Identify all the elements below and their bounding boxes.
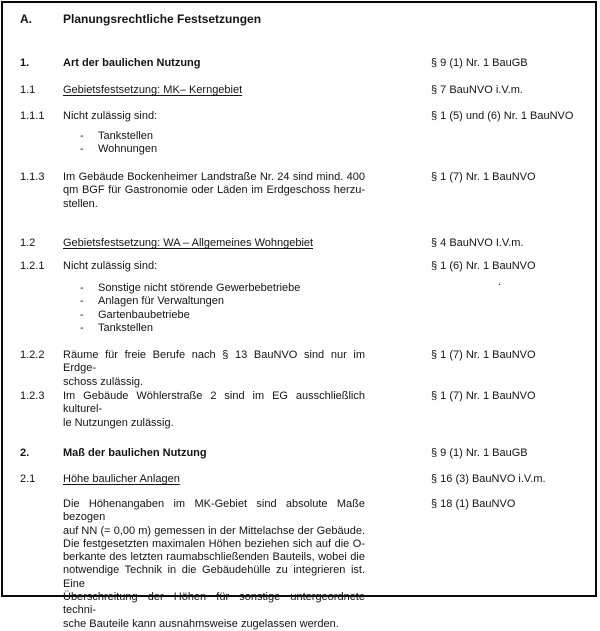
paragraph-line: Im Gebäude Wöhlerstraße 2 sind im EG ausschließlich kulturel-	[63, 390, 365, 416]
paragraph-line: qm BGF für Gastronomie oder Läden im Erdgeschoss herzu-	[63, 184, 365, 197]
row-2-legal-ref: § 9 (1) Nr. 1 BauGB	[431, 447, 528, 459]
paragraph-line: auf NN (= 0,00 m) gemessen in der Mittelachse der Gebäude.	[63, 524, 365, 537]
paragraph-line: berkante des letzten raumabschließenden Bauteils, wobei die	[63, 551, 365, 564]
dash-marker: -	[80, 130, 84, 142]
row-1-2-1-number: 1.2.1	[20, 260, 45, 272]
row-1-legal-ref: § 9 (1) Nr. 1 BauGB	[431, 57, 528, 69]
list-item	[3, 130, 305, 143]
list-item-label: Gartenbaubetriebe	[98, 308, 190, 321]
list-item-label: Tankstellen	[98, 321, 154, 334]
list-item	[3, 143, 305, 156]
paragraph-line: Die Höhenangaben im MK-Gebiet sind absolute Maße bezogen	[63, 498, 365, 524]
list-item-label: Tankstellen	[98, 130, 154, 142]
list-item-label: Sonstige nicht störende Gewerbebetriebe	[98, 282, 301, 294]
paragraph-line: Im Gebäude Bockenheimer Landstraße Nr. 24 sind mind. 400	[63, 171, 365, 183]
row-1-2-1-legal-ref: § 1 (6) Nr. 1 BauNVO	[431, 260, 536, 272]
row-1-2-3-legal-ref: § 1 (7) Nr. 1 BauNVO	[431, 390, 536, 402]
row-1-2-3-number: 1.2.3	[20, 390, 45, 402]
section-a-title: Planungsrechtliche Festsetzungen	[63, 12, 262, 26]
section-a-number: A.	[20, 12, 32, 26]
list-item-label: Anlagen für Verwaltungen	[98, 295, 224, 308]
row-2-number: 2.	[20, 447, 30, 459]
row-1-1-legal-ref: § 7 BauNVO i.V.m.	[431, 84, 523, 96]
row-2-1-title: Höhe baulicher Anlagen	[63, 473, 180, 485]
list-item-label: Wohnungen	[98, 143, 158, 156]
row-1-1-1-legal-ref: § 1 (5) und (6) Nr. 1 BauNVO	[431, 110, 574, 122]
row-1-number: 1.	[20, 57, 30, 69]
paragraph-line: Überschreitung der Höhen für sonstige untergeordnete techni-	[63, 591, 365, 617]
paragraph-line: stellen.	[63, 197, 98, 210]
paragraph-line: sche Bauteile kann ausnahmsweise zugelassen werden.	[63, 617, 339, 630]
document-page	[1, 1, 597, 630]
row-1-2-3-paragraph	[63, 390, 365, 430]
row-1-2-number: 1.2	[20, 237, 36, 249]
list-item	[3, 309, 305, 322]
row-1-1-number: 1.1	[20, 84, 36, 96]
dash-marker: -	[80, 308, 84, 321]
dash-marker: -	[80, 321, 84, 334]
row-1-2-legal-ref: § 4 BauNVO I.V.m.	[431, 237, 524, 249]
row-1-1-3-number: 1.1.3	[20, 171, 45, 183]
list-item	[3, 322, 305, 335]
row-1-2-2-number: 1.2.2	[20, 349, 45, 361]
dash-marker: -	[80, 295, 84, 308]
dash-marker: -	[80, 282, 84, 294]
paragraph-line: Räume für freie Berufe nach § 13 BauNVO sind nur im Erdge-	[63, 349, 365, 375]
row-1-2-title: Gebietsfestsetzung: WA – Allgemeines Wohngebiet	[63, 237, 314, 249]
row-1-2-1-title: Nicht zulässig sind:	[63, 260, 158, 272]
row-2-1-paragraph	[63, 498, 365, 631]
row-2-1-legal-ref: § 16 (3) BauNVO i.V.m.	[431, 473, 546, 485]
scan-artifact-dot: .	[498, 276, 502, 288]
row-1-2-2-paragraph	[63, 349, 365, 389]
row-2-1-legal-ref-2: § 18 (1) BauNVO	[431, 498, 516, 510]
row-2-1-number: 2.1	[20, 473, 36, 485]
paragraph-line: schoss zulässig.	[63, 375, 144, 388]
row-1-2-2-legal-ref: § 1 (7) Nr. 1 BauNVO	[431, 349, 536, 361]
list-item	[3, 282, 305, 295]
row-1-title: Art der baulichen Nutzung	[63, 57, 201, 69]
row-1-1-3-legal-ref: § 1 (7) Nr. 1 BauNVO	[431, 171, 536, 183]
paragraph-line: notwendige Technik in die Gebäudehülle zu integrieren ist. Eine	[63, 564, 365, 590]
paragraph-line: le Nutzungen zulässig.	[63, 416, 174, 429]
row-1-1-title: Gebietsfestsetzung: MK– Kerngebiet	[63, 84, 243, 96]
list-item	[3, 295, 305, 308]
row-1-1-1-number: 1.1.1	[20, 110, 45, 122]
row-1-1-1-title: Nicht zulässig sind:	[63, 110, 158, 122]
dash-marker: -	[80, 143, 84, 156]
row-2-title: Maß der baulichen Nutzung	[63, 447, 207, 459]
paragraph-line: Die festgesetzten maximalen Höhen beziehen sich auf die O-	[63, 537, 365, 550]
row-1-1-3-paragraph	[63, 171, 365, 211]
